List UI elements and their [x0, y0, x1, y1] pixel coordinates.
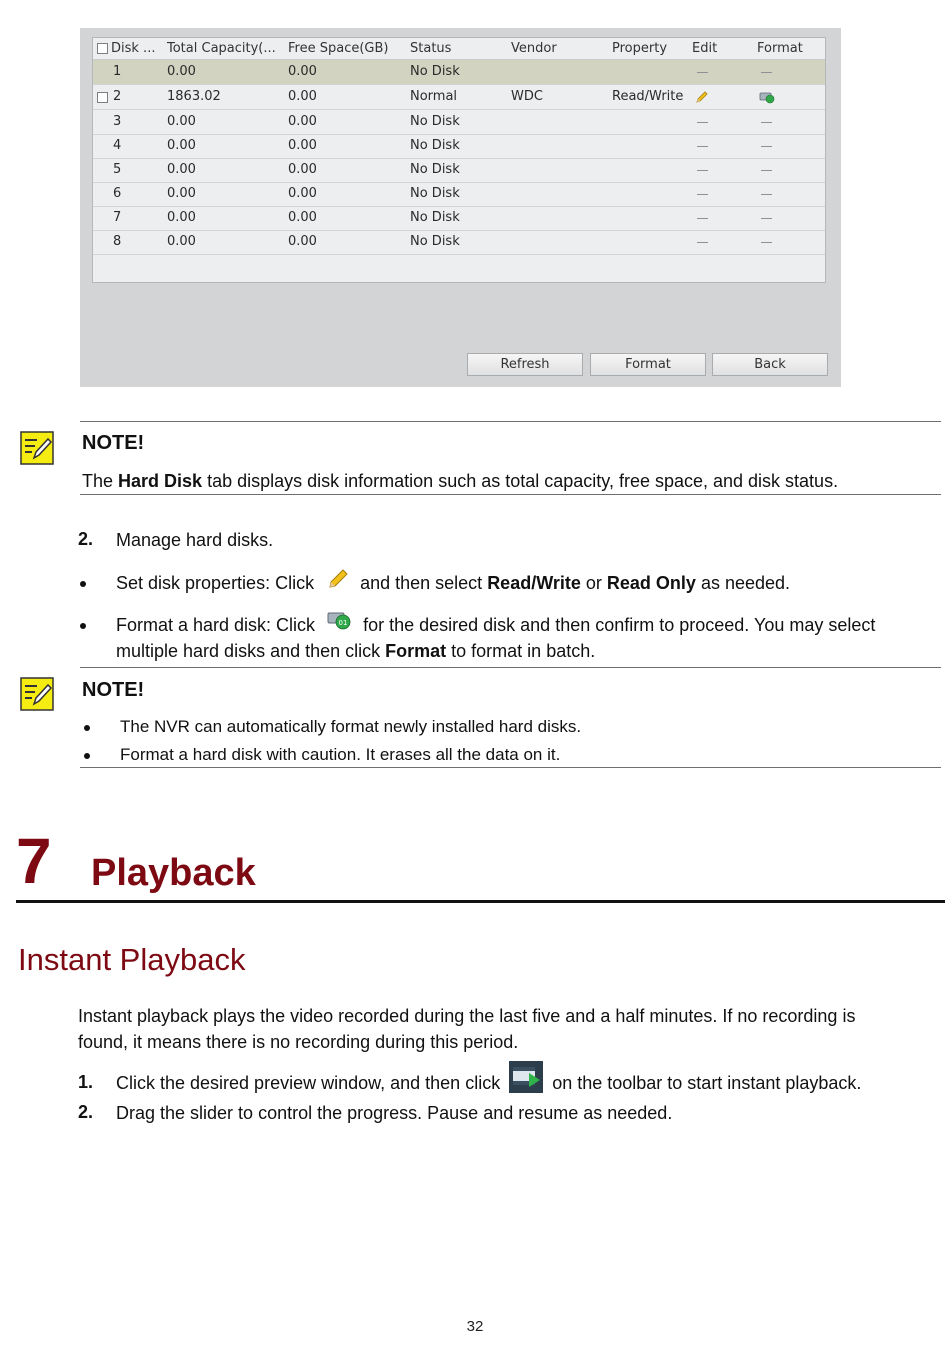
cell-status: No Disk [410, 186, 460, 201]
note-item: Format a hard disk with caution. It erases all the data on it. [120, 745, 561, 764]
cell-total: 0.00 [167, 162, 196, 177]
cell-total: 1863.02 [167, 89, 221, 104]
back-button[interactable]: Back [712, 353, 828, 376]
step-text: Manage hard disks. [116, 530, 274, 550]
format-dash [761, 242, 772, 243]
note-text-pre: The [82, 471, 119, 491]
note-pencil-icon [20, 677, 54, 711]
bullet [84, 753, 90, 759]
cell-total: 0.00 [167, 210, 196, 225]
edit-dash [697, 72, 708, 73]
cell-status: No Disk [410, 210, 460, 225]
cell-free: 0.00 [288, 234, 317, 249]
header-vendor[interactable]: Vendor [511, 41, 557, 56]
step-number: 2. [78, 529, 94, 549]
note-text [82, 468, 838, 494]
cell-status: No Disk [410, 162, 460, 177]
cell-status: No Disk [410, 234, 460, 249]
table-row[interactable] [93, 182, 825, 207]
table-row[interactable] [93, 230, 825, 255]
row-checkbox[interactable] [97, 92, 108, 103]
step-instant-playback [116, 1070, 861, 1096]
bullet [80, 623, 86, 629]
bullet [84, 725, 90, 731]
header-status[interactable]: Status [410, 41, 452, 56]
bullet-bold-readwrite: Read/Write [487, 573, 581, 593]
cell-total: 0.00 [167, 234, 196, 249]
bullet [80, 581, 86, 587]
header-free-space[interactable]: Free Space(GB) [288, 41, 389, 56]
edit-dash [697, 170, 708, 171]
note-top-rule [80, 667, 941, 668]
note-item: The NVR can automatically format newly installed hard disks. [120, 717, 582, 736]
cell-total: 0.00 [167, 64, 196, 79]
table-row[interactable] [93, 85, 825, 110]
cell-total: 0.00 [167, 114, 196, 129]
format-dash [761, 72, 772, 73]
select-all-checkbox[interactable] [97, 43, 108, 54]
note-title: NOTE! [82, 432, 145, 454]
bullet-text: Format a hard disk: Click [116, 615, 316, 635]
cell-disk: 6 [113, 186, 122, 201]
edit-dash [697, 218, 708, 219]
note-bottom-rule [80, 494, 941, 495]
disk-table-header [93, 38, 825, 60]
cell-free: 0.00 [288, 162, 317, 177]
table-row[interactable] [93, 60, 825, 85]
cell-total: 0.00 [167, 138, 196, 153]
cell-vendor: WDC [511, 89, 543, 104]
bullet-bold-format: Format [385, 641, 447, 661]
edit-dash [697, 242, 708, 243]
svg-text:01: 01 [338, 619, 348, 628]
cell-disk: 1 [113, 64, 122, 79]
cell-total: 0.00 [167, 186, 196, 201]
pencil-edit-icon[interactable] [695, 90, 709, 104]
cell-free: 0.00 [288, 89, 317, 104]
cell-free: 0.00 [288, 138, 317, 153]
format-dash [761, 194, 772, 195]
hard-disk-screenshot [80, 28, 841, 387]
note-text-post: tab displays disk information such as total capacity, free space, and disk status. [202, 471, 839, 491]
format-dash [761, 218, 772, 219]
header-format[interactable]: Format [757, 41, 803, 56]
pencil-edit-icon [327, 568, 349, 590]
bullet-text: for the desired disk and then confirm to proceed. You may select [358, 615, 876, 635]
table-row[interactable] [93, 206, 825, 231]
note-top-rule [80, 421, 941, 422]
chapter-number: 7 [16, 825, 52, 897]
page-number: 32 [466, 1318, 484, 1335]
cell-disk: 4 [113, 138, 122, 153]
step-text: Drag the slider to control the progress. Pause and resume as needed. [116, 1103, 673, 1123]
table-row[interactable] [93, 110, 825, 135]
bullet-text: multiple hard disks and then click [116, 641, 386, 661]
cell-status: No Disk [410, 114, 460, 129]
edit-dash [697, 146, 708, 147]
step-number: 1. [78, 1072, 94, 1092]
cell-free: 0.00 [288, 210, 317, 225]
cell-status: Normal [410, 89, 458, 104]
cell-free: 0.00 [288, 64, 317, 79]
header-total-capacity[interactable]: Total Capacity(... [167, 41, 276, 56]
chapter-rule [16, 900, 945, 903]
bullet-text: and then select [355, 573, 488, 593]
step-number: 2. [78, 1102, 94, 1122]
disk-table [92, 37, 826, 283]
note-bottom-rule [80, 767, 941, 768]
bullet-text: as needed. [695, 573, 791, 593]
instant-playback-icon [509, 1061, 543, 1093]
chapter-title: Playback [91, 852, 256, 894]
header-edit[interactable]: Edit [692, 41, 718, 56]
note-pencil-icon [20, 431, 54, 465]
cell-status: No Disk [410, 64, 460, 79]
edit-dash [697, 122, 708, 123]
bullet-set-properties [116, 570, 790, 596]
refresh-button[interactable]: Refresh [467, 353, 583, 376]
cell-disk: 2 [113, 89, 122, 104]
edit-dash [697, 194, 708, 195]
format-button[interactable]: Format [590, 353, 706, 376]
note-text-bold: Hard Disk [118, 471, 203, 491]
format-disk-icon [326, 608, 352, 632]
bullet-bold-readonly: Read Only [606, 573, 696, 593]
section-title: Instant Playback [18, 942, 246, 977]
step-text: on the toolbar to start instant playback. [547, 1073, 862, 1093]
header-disk[interactable]: Disk ... [111, 41, 156, 56]
cell-free: 0.00 [288, 186, 317, 201]
cell-disk: 8 [113, 234, 122, 249]
cell-property: Read/Write [612, 89, 684, 104]
format-dash [761, 146, 772, 147]
cell-disk: 3 [113, 114, 122, 129]
cell-status: No Disk [410, 138, 460, 153]
bullet-format-disk [116, 612, 875, 638]
bullet-text: or [580, 573, 607, 593]
bullet-text: Set disk properties: Click [116, 573, 315, 593]
cell-disk: 7 [113, 210, 122, 225]
cell-disk: 5 [113, 162, 122, 177]
format-disk-icon[interactable] [759, 90, 775, 104]
table-row[interactable] [93, 158, 825, 183]
intro-line-1: Instant playback plays the video recorded during the last five and a half minutes. If no recording is [78, 1006, 856, 1026]
bullet-text: to format in batch. [446, 641, 596, 661]
intro-line-2: found, it means there is no recording during this period. [78, 1032, 519, 1052]
header-property[interactable]: Property [612, 41, 668, 56]
cell-free: 0.00 [288, 114, 317, 129]
bullet-format-disk-line2 [116, 638, 595, 664]
table-row[interactable] [93, 134, 825, 159]
format-dash [761, 122, 772, 123]
note-title: NOTE! [82, 679, 145, 701]
step-text: Click the desired preview window, and then click [116, 1073, 506, 1093]
format-dash [761, 170, 772, 171]
